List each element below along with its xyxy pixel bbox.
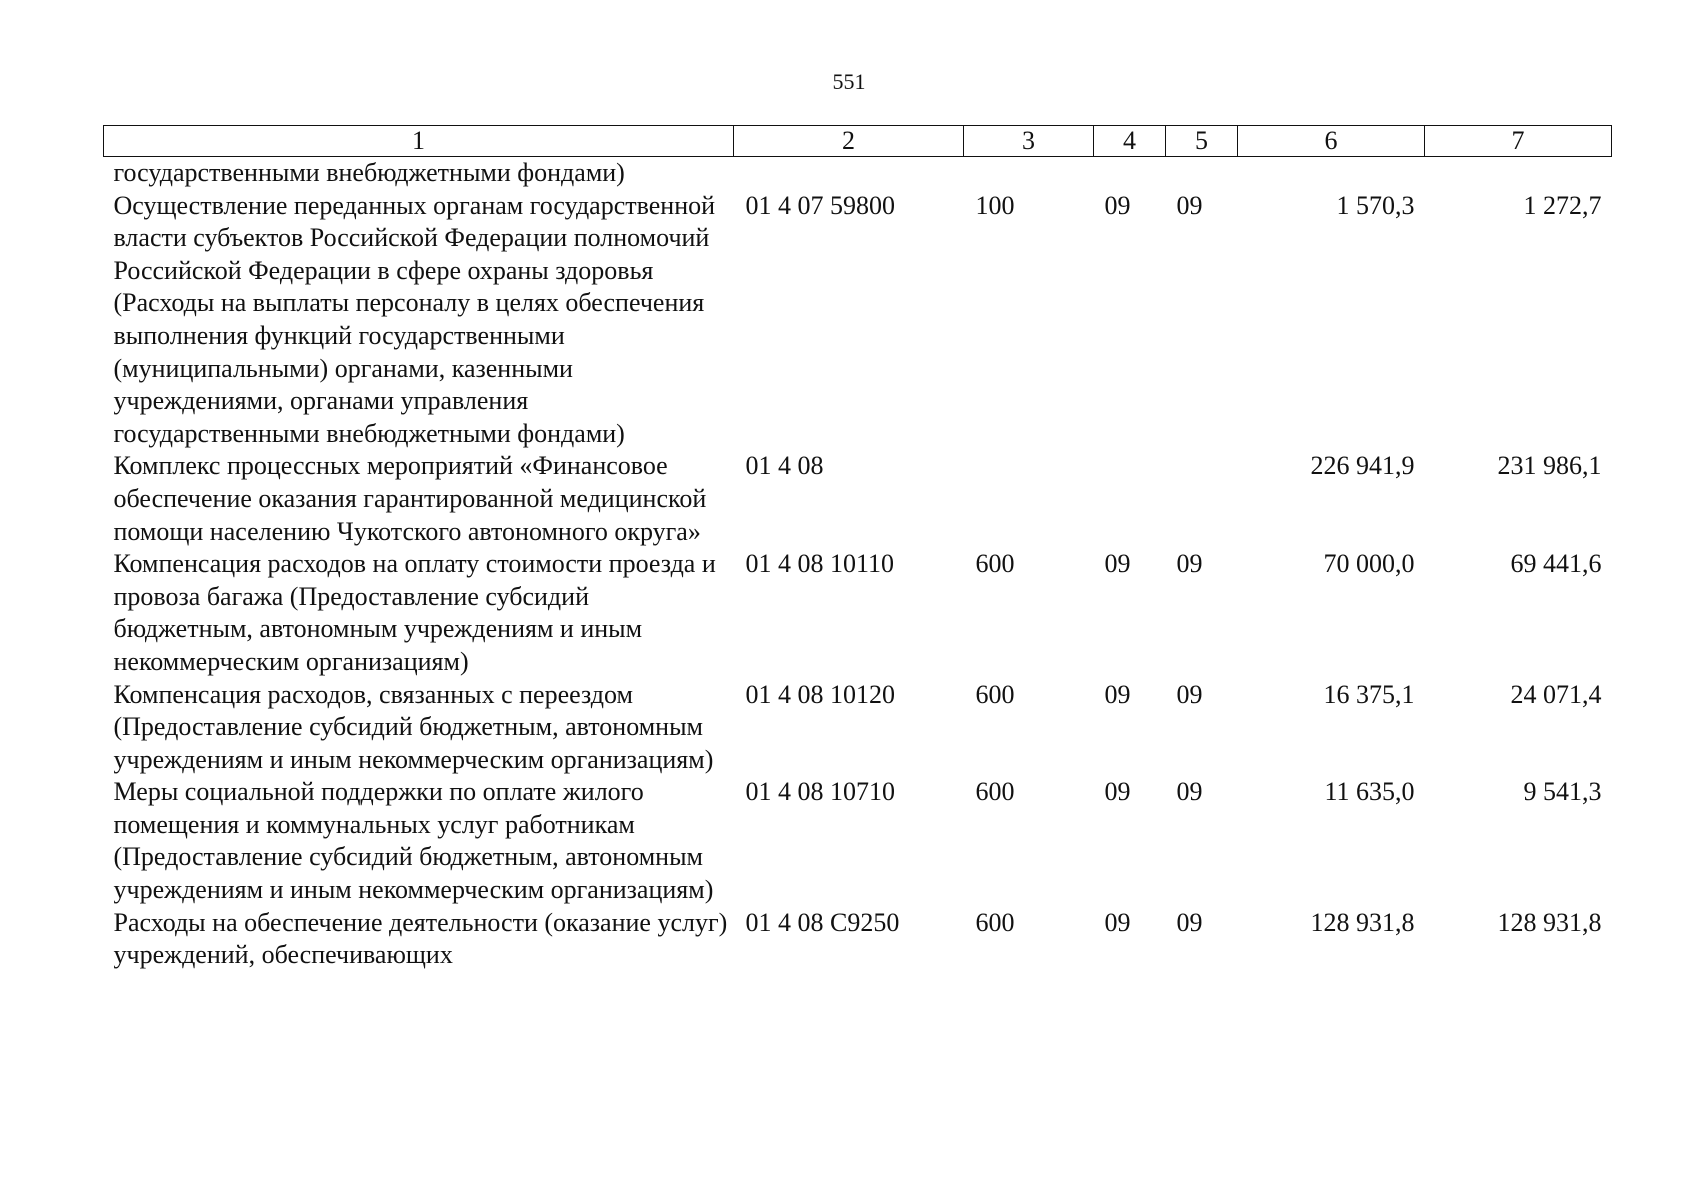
table-row [104,548,1612,678]
row-section [1094,450,1166,548]
table-row [104,907,1612,972]
budget-table [103,125,1612,972]
row-name: Меры социальной поддержки по оплате жилого помещения и коммунальных услуг работникам (Предоставление субсидий бюджетным, автономным учреждениям и иным некоммерческим организациям) [113,777,714,905]
table-row [104,450,1612,548]
row-section: 09 [1104,190,1131,220]
row-amount-1: 1 570,3 [1336,190,1415,220]
row-name: Осуществление переданных органам государственной власти субъектов Российской Федерации полномочий Российской Федерации в сфере охраны здоровья (Расходы на выплаты персоналу в целях обеспечения выполнения функций государственными (муниципальными) органами, казенными учреждениями, органами управления государственными внебюджетными фондами) [113,190,716,448]
row-amount-1 [1238,157,1425,190]
row-amount-1: 226 941,9 [1310,451,1415,481]
row-target-article: 01 4 08 10710 [745,777,895,807]
row-amount-2: 231 986,1 [1497,451,1602,481]
row-target-article: 01 4 08 С9250 [745,907,900,937]
row-section [1094,157,1166,190]
column-number-row [104,126,1612,157]
row-target-article: 01 4 08 10110 [745,549,895,579]
column-header-6: 6 [1238,126,1425,157]
column-header-5: 5 [1166,126,1238,157]
table-row [104,157,1612,190]
row-amount-2: 9 541,3 [1523,777,1602,807]
row-amount-1: 11 635,0 [1324,777,1415,807]
table-row [104,679,1612,777]
row-subsection: 09 [1176,777,1203,807]
row-name: государственными внебюджетными фондами) [113,158,625,187]
row-target-article: 01 4 07 59800 [745,190,895,220]
row-amount-2: 128 931,8 [1497,907,1602,937]
row-amount-2 [1425,157,1612,190]
row-expense-type: 600 [975,679,1015,709]
row-target-article [734,157,964,190]
row-target-article: 01 4 08 10120 [745,679,895,709]
row-expense-type: 600 [975,907,1015,937]
row-subsection: 09 [1176,190,1203,220]
row-expense-type [964,157,1094,190]
row-expense-type: 100 [975,190,1015,220]
table-row [104,776,1612,906]
row-expense-type: 600 [975,777,1015,807]
column-header-1: 1 [104,126,734,157]
column-header-3: 3 [964,126,1094,157]
row-amount-2: 1 272,7 [1523,190,1602,220]
row-amount-1: 70 000,0 [1323,549,1415,579]
row-target-article: 01 4 08 [745,451,824,481]
row-name: Комплекс процессных мероприятий «Финансовое обеспечение оказания гарантированной медицинской помощи населению Чукотского автономного округа» [113,451,707,546]
row-section: 09 [1104,907,1131,937]
row-name: Компенсация расходов на оплату стоимости проезда и провоза багажа (Предоставление субсидий бюджетным, автономным учреждениям и иным некоммерческим организациям) [113,549,716,676]
row-expense-type: 600 [975,549,1015,579]
row-subsection: 09 [1176,907,1203,937]
row-subsection: 09 [1176,679,1203,709]
row-subsection [1166,157,1238,190]
row-amount-2: 69 441,6 [1510,549,1602,579]
row-amount-1: 128 931,8 [1310,907,1415,937]
page-number: 551 [832,69,866,94]
row-section: 09 [1104,777,1131,807]
row-section: 09 [1104,549,1131,579]
row-amount-2: 24 071,4 [1510,679,1602,709]
row-name: Расходы на обеспечение деятельности (оказание услуг) учреждений, обеспечивающих [113,907,728,970]
column-header-7: 7 [1425,126,1612,157]
column-header-2: 2 [734,126,964,157]
table-row [104,190,1612,451]
row-section: 09 [1104,679,1131,709]
row-expense-type [964,450,1094,548]
row-amount-1: 16 375,1 [1323,679,1415,709]
column-header-4: 4 [1094,126,1166,157]
row-subsection [1166,450,1238,548]
row-name: Компенсация расходов, связанных с переездом (Предоставление субсидий бюджетным, автономным учреждениям и иным некоммерческим организациям) [113,679,714,774]
row-subsection: 09 [1176,549,1203,579]
